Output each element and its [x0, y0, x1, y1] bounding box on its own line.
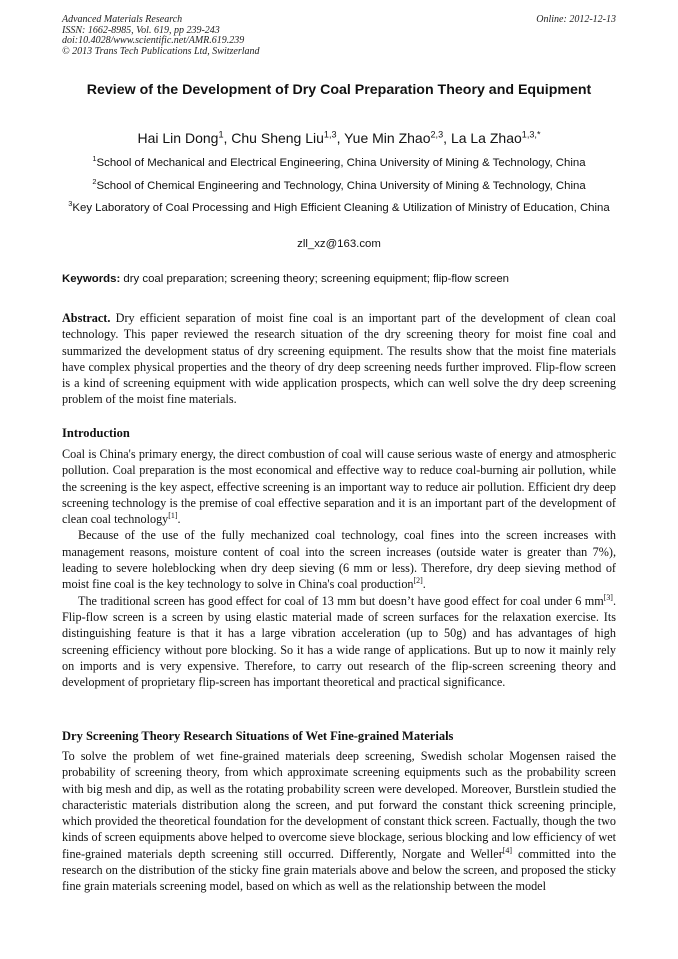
paragraph-text: To solve the problem of wet fine-grained materials deep screening, Swedish scholar Mogensen raised the probability of screening theory, from which approximate screening equipments such as the probability screen with big mesh and dip, as well as the rotating probability screen were developed. Moreover, Burstlein studied the characteristic materials distribution along the screen, and put forward the constant thick screening principle, which provided the theoretical foundation for the development of constant thick screen. Factually, though the two kinds of screen equipments above helped to overcome sieve blockage, serious blocking and low efficiency of wet fine-grained materials depth screening still occurred. Differently, Norgate and Weller: [62, 749, 616, 861]
journal-header: [62, 15, 616, 57]
paper-title: Review of the Development of Dry Coal Preparation Theory and Equipment: [86, 82, 592, 98]
paragraph-text: . Flip-flow screen is a screen by using elastic material made of screen surfaces for the relaxation exercise. Its distinguishing feature is that it has a large vibration acceleration (up to 50g) and has advantages of high screening efficiency without pore blocking. So it has a wide range of applications. But up to now it mainly rely on imports and is very expensive. Therefore, to carry out research of the flip-screen screening theory and development of proprietary flip-screen has important theoretical and practical significance.: [62, 593, 616, 690]
affiliation-3: [62, 201, 616, 216]
section-heading: Dry Screening Theory Research Situations of Wet Fine-grained Materials: [62, 729, 454, 743]
keywords-line: [62, 272, 616, 286]
author-list: Hai Lin Dong$^1$, Chu Sheng Liu$^{1,3}$, Yue Min Zhao$^{2,3}$, La La Zhao$^{1,3,*}$: [137, 129, 541, 146]
keywords-label: Keywords:: [62, 273, 121, 285]
affiliation-text: Key Laboratory of Coal Processing and High Efficient Cleaning & Utilization of Ministry of Education, China: [72, 202, 610, 214]
introduction-body: [62, 446, 616, 690]
affiliation-1: [62, 156, 616, 171]
author-sup: 1: [218, 129, 224, 140]
author-sup: 2,3: [430, 129, 444, 140]
affiliation-text: School of Chemical Engineering and Technology, China University of Mining & Technology, China: [96, 180, 586, 192]
paragraph-end: .: [177, 512, 181, 527]
keywords-text: dry coal preparation; screening theory; screening equipment; flip-flow screen: [120, 273, 509, 285]
journal-name: Advanced Materials Research: [62, 14, 183, 25]
author-sup: 1,3: [323, 129, 337, 140]
online-date: Online: 2012-12-13: [536, 14, 616, 25]
citation: [2]: [413, 576, 423, 586]
citation: [3]: [603, 592, 613, 602]
paragraph-end: .: [422, 577, 426, 592]
paragraph: [62, 748, 616, 895]
affiliation-text: School of Mechanical and Electrical Engineering, China University of Mining & Technology, China: [96, 157, 586, 169]
author-name: Yue Min Zhao: [344, 130, 431, 146]
introduction-heading: Introduction: [62, 426, 130, 440]
paragraph: [62, 446, 616, 527]
abstract: [62, 310, 616, 408]
abstract-text: Dry efficient separation of moist fine coal is an important part of the development of clean coal technology. This paper reviewed the research situation of the dry screening theory for moist fine coal and summarized the development status of dry screening equipment. The results show that the moist fine materials have complex physical properties and the theory of dry deep screening needs further improved. Flip-flow screen is a kind of screening equipment with wide application prospects, which can well solve the dry deep screening problem of the moist fine materials.: [62, 311, 616, 407]
affiliation-sup: 2: [92, 177, 97, 187]
affiliation-sup: 3: [68, 199, 73, 209]
issn-line: ISSN: 1662-8985, Vol. 619, pp 239-243: [62, 24, 220, 36]
author-sup: 1,3,*: [521, 129, 541, 140]
citation: [4]: [502, 845, 512, 855]
author-name: Chu Sheng Liu: [231, 130, 324, 146]
paragraph: [62, 527, 616, 592]
abstract-label: Abstract.: [62, 311, 111, 325]
copyright-line: © 2013 Trans Tech Publications Ltd, Switzerland: [62, 45, 260, 57]
email: zll_xz@163.com: [297, 238, 381, 250]
section-body: [62, 748, 616, 895]
citation: [1]: [168, 511, 178, 521]
author-name: La La Zhao: [450, 130, 522, 146]
affiliation-2: [62, 179, 616, 194]
paragraph-text: Coal is China's primary energy, the direct combustion of coal will cause serious waste of energy and atmospheric pollution. Coal preparation is the most economical and effective way to reduce coal-burning air pollution, while the screening is the key aspect, effective screening is an important way to reduce air pollution. Efficient dry deep screening technology is the premise of coal effective separation and it is an important part of the development of clean coal technology: [62, 447, 616, 527]
paragraph: [62, 593, 616, 691]
author-name: Hai Lin Dong: [137, 130, 219, 146]
affiliation-sup: 1: [92, 154, 97, 164]
paragraph-text: committed into the research on the distribution of the sticky fine grain materials above and below the screen, and proposed the sticky fine grain materials screening model, based on which as well as the relationship between the model: [62, 846, 616, 894]
paragraph-text: The traditional screen has good effect for coal of 13 mm but doesn’t have good effect for coal under 6 mm: [78, 593, 604, 608]
paragraph-text: Because of the use of the fully mechanized coal technology, coal fines into the screen increases with management reasons, moisture content of coal into the screen increases (outside water is greater than 7%), leading to severe holeblocking when dry deep sieving (6 mm or less). Therefore, dry deep sieving method of moist fine coal is the key technology to solve in China's coal production: [62, 528, 616, 592]
doi-line: doi:10.4028/www.scientific.net/AMR.619.239: [62, 35, 245, 46]
